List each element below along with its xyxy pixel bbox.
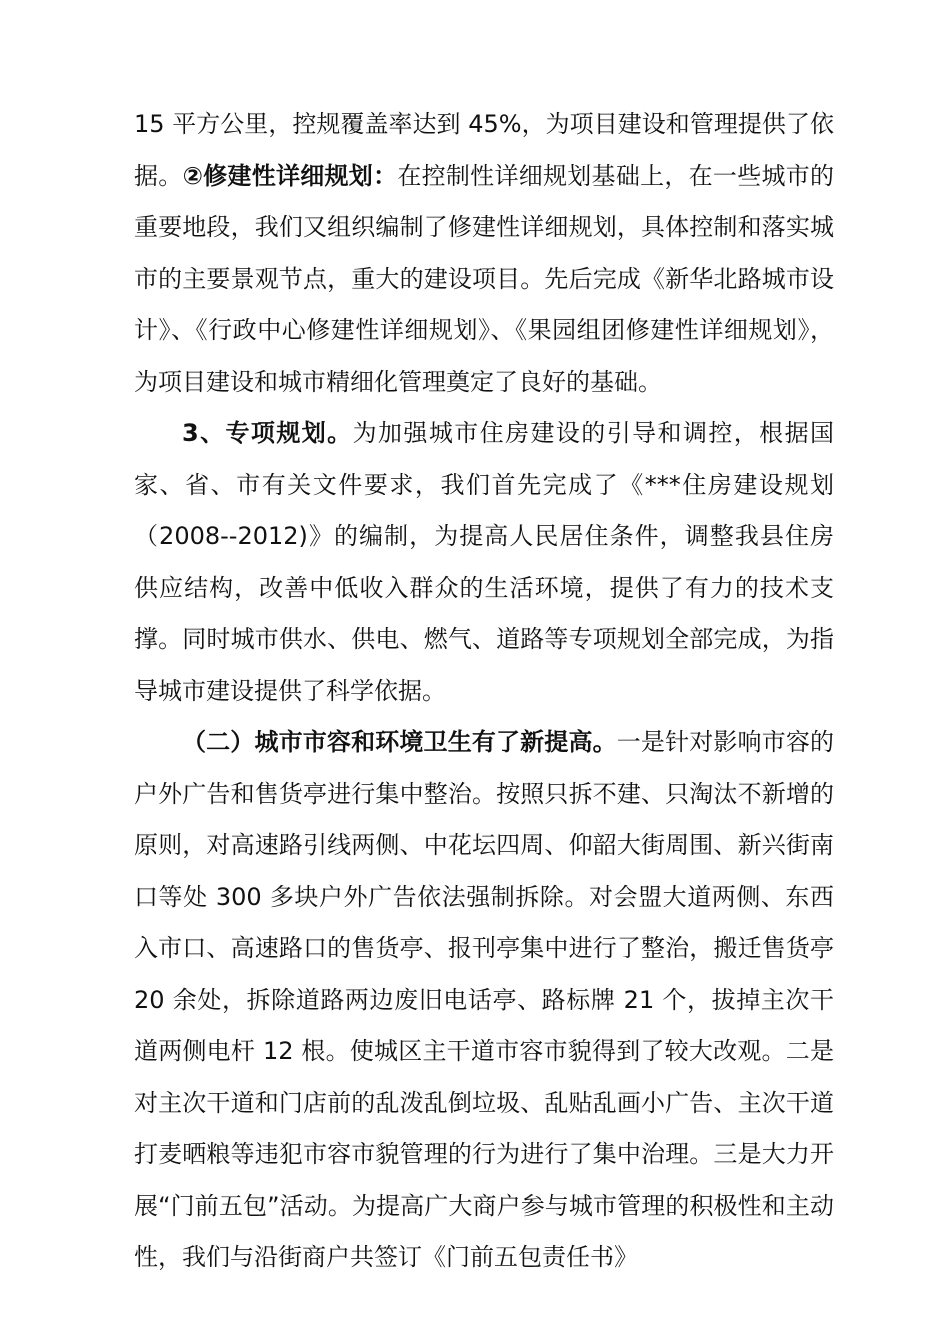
paragraph-detailed-planning <box>134 99 834 408</box>
subheading-constructive-planning: ②修建性详细规划： <box>182 161 398 190</box>
document-body <box>134 99 834 1284</box>
paragraph-text: 在控制性详细规划基础上，在一些城市的重要地段，我们又组织编制了修建性详细规划，具体控制和落实城市的主要景观节点，重大的建设项目。先后完成《新华北路城市设计》、《行政中心修建性详细规划》、《果园组团修建性详细规划》，为项目建设和城市精细化管理奠定了良好的基础。 <box>134 161 835 396</box>
paragraph-text: 为加强城市住房建设的引导和调控，根据国家、省、市有关文件要求，我们首先完成了《***住房建设规划（2008--2012)》的编制，为提高人民居住条件，调整我县住房供应结构，改善中低收入群众的生活环境，提供了有力的技术支撑。同时城市供水、供电、燃气、道路等专项规划全部完成，为指导城市建设提供了科学依据。 <box>134 419 835 705</box>
section-heading-city-appearance: （二）城市市容和环境卫生有了新提高。 <box>182 728 617 756</box>
paragraph-special-planning <box>134 408 834 717</box>
subheading-special-planning: 3、专项规划。 <box>182 419 353 447</box>
paragraph-text: 一是针对影响市容的户外广告和售货亭进行集中整治。按照只拆不建、只淘汰不新增的原则，对高速路引线两侧、中花坛四周、仰韶大街周围、新兴街南口等处 300 多块户外广告依法强制拆除。对会盟大道两侧、东西入市口、高速路口的售货亭、报刊亭集中进行了整治，搬迁售货亭 20 余处，拆除道路两边废旧电话亭、路标牌 21 个，拔掉主次干道两侧电杆 12 根。使城区主干道市容市貌得到了较大改观。二是对主次干道和门店前的乱泼乱倒垃圾、乱贴乱画小广告、主次干道打麦晒粮等违犯市容市貌管理的行为进行了集中治理。三是大力开展“门前五包”活动。为提高广大商户参与城市管理的积极性和主动性，我们与沿街商户共签订《门前五包责任书》 <box>134 728 835 1271</box>
paragraph-city-appearance <box>134 717 834 1284</box>
paragraph-text: 15 平方公里，控规覆盖率达到 45%，为项目建设和管理提供了依据。 <box>134 110 834 190</box>
